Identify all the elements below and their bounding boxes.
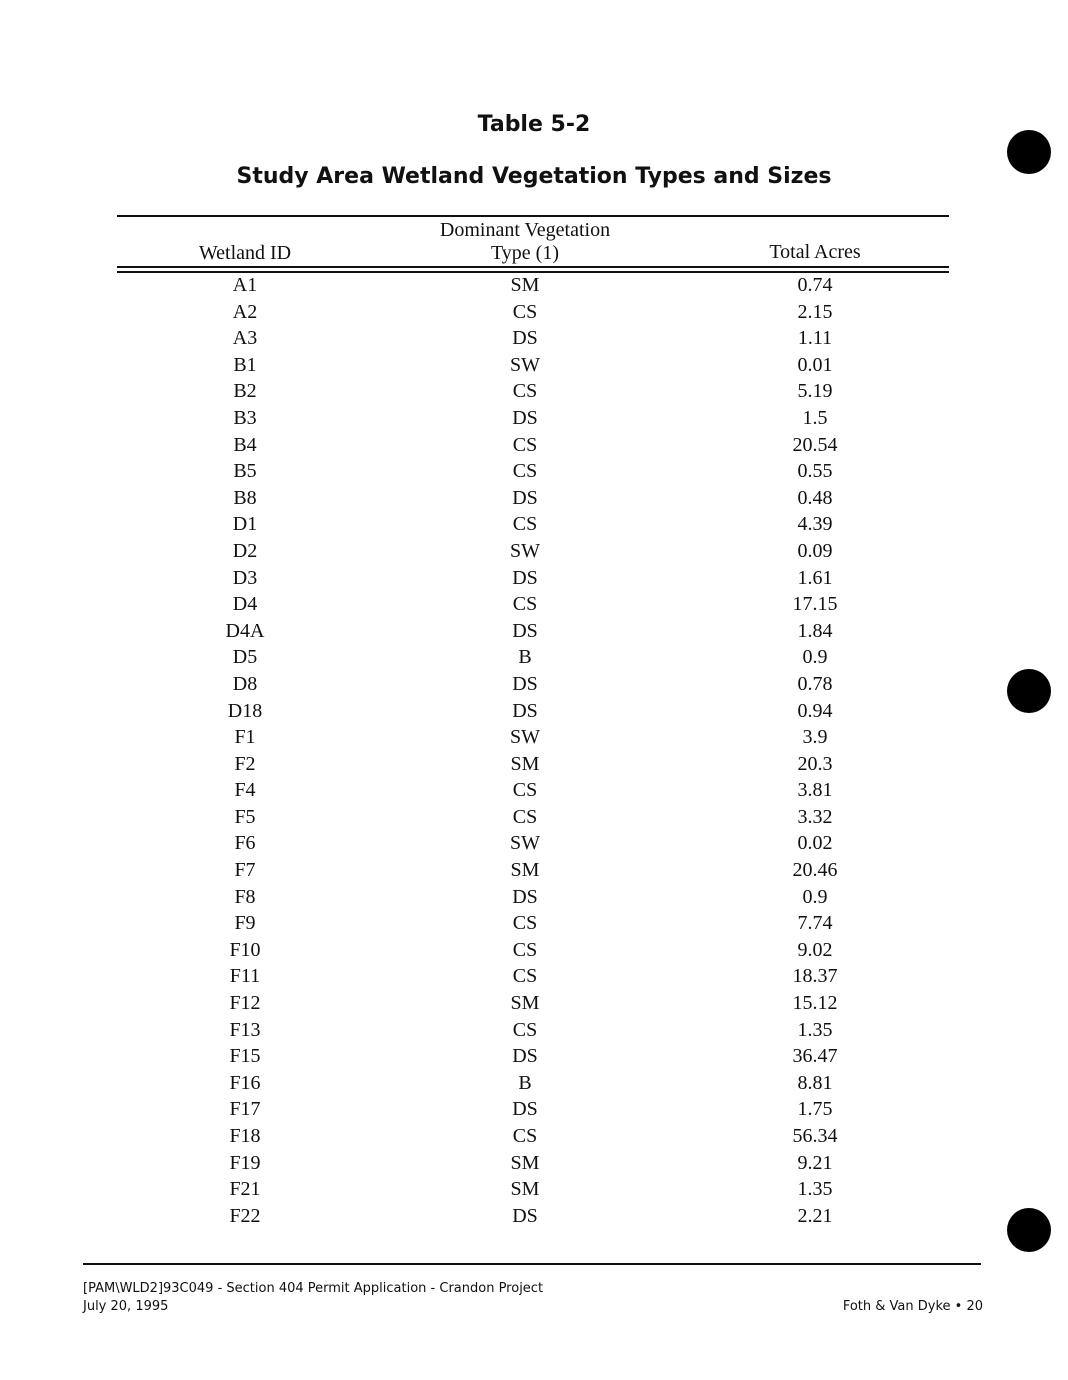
vegetation-type-cell: SM	[510, 274, 540, 296]
total-acres-cell: 0.48	[797, 486, 833, 509]
vegetation-type-cell: DS	[512, 1045, 538, 1068]
vegetation-type-cell: DS	[512, 406, 538, 429]
vegetation-type-cell: CS	[512, 380, 538, 403]
table-row	[117, 990, 949, 1017]
wetland-id-cell: F19	[229, 1151, 261, 1174]
total-acres-cell: 0.9	[802, 885, 828, 908]
table-row	[117, 1203, 949, 1230]
wetland-id-cell: F4	[234, 779, 256, 802]
total-acres-cell: 9.02	[797, 938, 833, 961]
table-row	[117, 591, 949, 618]
total-acres-cell: 8.81	[797, 1071, 833, 1094]
total-acres-cell: 4.39	[797, 513, 833, 536]
table-row	[117, 698, 949, 725]
table-row	[117, 1070, 949, 1097]
vegetation-type-cell: CS	[512, 805, 538, 828]
table-row	[117, 618, 949, 645]
wetland-id-cell: F17	[229, 1098, 261, 1121]
wetland-id-cell: A2	[232, 300, 258, 323]
header-vegetation-line2: Type (1)	[490, 242, 560, 264]
total-acres-cell: 36.47	[792, 1045, 838, 1068]
total-acres-cell: 1.35	[797, 1178, 833, 1201]
total-acres-cell: 3.81	[797, 779, 833, 802]
vegetation-type-cell: DS	[512, 885, 538, 908]
table-top-rule	[117, 215, 949, 217]
total-acres-cell: 3.32	[797, 805, 833, 828]
total-acres-cell: 0.09	[797, 539, 833, 562]
wetland-id-cell: B3	[233, 406, 257, 429]
table-row	[117, 1150, 949, 1177]
wetland-id-cell: F9	[234, 912, 256, 935]
vegetation-type-cell: CS	[512, 1125, 538, 1147]
table-row	[117, 485, 949, 512]
wetland-id-cell: D4	[232, 593, 258, 616]
header-wetland-id: Wetland ID	[198, 242, 292, 264]
table-body	[117, 272, 949, 1229]
wetland-id-cell: F11	[229, 965, 261, 988]
wetland-id-cell: F8	[234, 885, 256, 908]
wetland-id-cell: B8	[233, 486, 257, 509]
table-row	[117, 910, 949, 937]
table-row	[117, 299, 949, 326]
vegetation-type-cell: SM	[510, 1151, 540, 1174]
vegetation-type-cell: CS	[512, 513, 538, 536]
table-number: Table 5-2	[477, 112, 591, 137]
vegetation-type-cell: CS	[512, 460, 538, 483]
wetland-id-cell: F21	[229, 1178, 261, 1201]
wetland-id-cell: F7	[234, 859, 256, 882]
vegetation-type-cell: SM	[510, 1178, 540, 1201]
table-row	[117, 1096, 949, 1123]
wetland-id-cell: D3	[232, 566, 258, 589]
wetland-id-cell: F13	[229, 1018, 261, 1041]
footer-rule	[83, 1263, 981, 1265]
table-row	[117, 830, 949, 857]
total-acres-cell: 2.15	[797, 300, 833, 323]
table-row	[117, 511, 949, 538]
header-total-acres: Total Acres	[769, 241, 861, 263]
wetland-id-cell: B5	[233, 460, 257, 483]
vegetation-type-cell: SM	[510, 752, 540, 775]
total-acres-cell: 1.35	[797, 1018, 833, 1041]
header-double-rule-upper	[117, 266, 949, 268]
footer-date: July 20, 1995	[83, 1299, 169, 1314]
table-row	[117, 777, 949, 804]
table-row	[117, 1176, 949, 1203]
table-row	[117, 724, 949, 751]
vegetation-type-cell: DS	[512, 699, 538, 722]
total-acres-cell: 2.21	[797, 1204, 833, 1227]
vegetation-type-cell: SW	[510, 726, 540, 749]
vegetation-type-cell: CS	[512, 938, 538, 961]
wetland-id-cell: B2	[233, 380, 257, 403]
table-row	[117, 1017, 949, 1044]
table-row	[117, 565, 949, 592]
table-row	[117, 432, 949, 459]
vegetation-type-cell: DS	[512, 1098, 538, 1121]
vegetation-type-cell: DS	[512, 672, 538, 695]
table-row	[117, 538, 949, 565]
total-acres-cell: 5.19	[797, 380, 833, 403]
total-acres-cell: 15.12	[792, 992, 838, 1015]
vegetation-type-cell: SM	[510, 992, 540, 1015]
total-acres-cell: 7.74	[797, 912, 833, 935]
total-acres-cell: 0.02	[797, 832, 833, 855]
table-row	[117, 857, 949, 884]
table-row	[117, 405, 949, 432]
total-acres-cell: 20.46	[792, 859, 838, 882]
wetland-id-cell: F5	[234, 805, 256, 828]
vegetation-type-cell: SW	[510, 832, 540, 855]
wetland-id-cell: D18	[227, 699, 263, 722]
table-row	[117, 272, 949, 299]
wetland-id-cell: F15	[229, 1045, 261, 1068]
wetland-id-cell: B4	[233, 433, 257, 456]
total-acres-cell: 17.15	[792, 593, 838, 616]
wetland-id-cell: F6	[234, 832, 256, 855]
total-acres-cell: 1.61	[797, 566, 833, 589]
wetland-id-cell: D5	[232, 646, 258, 669]
vegetation-type-cell: DS	[512, 327, 538, 350]
vegetation-type-cell: CS	[512, 1018, 538, 1041]
vegetation-type-cell: SM	[510, 859, 540, 882]
wetland-id-cell: F12	[229, 992, 261, 1015]
total-acres-cell: 1.11	[797, 327, 833, 350]
vegetation-type-cell: CS	[512, 912, 538, 935]
vegetation-type-cell: CS	[512, 965, 538, 988]
total-acres-cell: 0.78	[797, 672, 833, 695]
header-vegetation-line1: Dominant Vegetation	[439, 219, 611, 241]
total-acres-cell: 20.54	[792, 433, 838, 456]
wetland-id-cell: D2	[232, 539, 258, 562]
wetland-id-cell: F16	[229, 1071, 261, 1094]
total-acres-cell: 3.9	[802, 726, 828, 749]
vegetation-type-cell: B	[518, 646, 532, 669]
punch-hole-middle	[1007, 669, 1051, 713]
punch-hole-bottom	[1007, 1208, 1051, 1252]
table-row	[117, 671, 949, 698]
wetland-id-cell: F18	[229, 1125, 261, 1147]
vegetation-type-cell: DS	[512, 619, 538, 642]
table-title: Study Area Wetland Vegetation Types and Sizes	[236, 164, 832, 189]
wetland-id-cell: A3	[232, 327, 258, 350]
table-row	[117, 644, 949, 671]
vegetation-type-cell: CS	[512, 593, 538, 616]
table-row	[117, 1123, 949, 1150]
table-row	[117, 884, 949, 911]
vegetation-type-cell: CS	[512, 433, 538, 456]
punch-hole-top	[1007, 130, 1051, 174]
table-row	[117, 325, 949, 352]
vegetation-type-cell: CS	[512, 300, 538, 323]
table-row	[117, 751, 949, 778]
wetland-id-cell: B1	[233, 353, 257, 376]
total-acres-cell: 18.37	[792, 965, 838, 988]
total-acres-cell: 1.75	[797, 1098, 833, 1121]
total-acres-cell: 20.3	[797, 752, 833, 775]
vegetation-type-cell: DS	[512, 486, 538, 509]
wetland-id-cell: F2	[234, 752, 256, 775]
footer-page-info: Foth & Van Dyke • 20	[842, 1299, 983, 1314]
total-acres-cell: 56.34	[792, 1125, 838, 1147]
vegetation-type-cell: DS	[512, 1204, 538, 1227]
vegetation-type-cell: SW	[510, 539, 540, 562]
footer-file-reference: [PAM\WLD2]93C049 - Section 404 Permit Application - Crandon Project	[83, 1281, 544, 1296]
table-row	[117, 937, 949, 964]
vegetation-type-cell: B	[518, 1071, 532, 1094]
total-acres-cell: 0.01	[797, 353, 833, 376]
vegetation-type-cell: DS	[512, 566, 538, 589]
wetland-id-cell: D1	[232, 513, 258, 536]
wetland-id-cell: D4A	[225, 619, 265, 642]
total-acres-cell: 0.94	[797, 699, 833, 722]
table-row	[117, 378, 949, 405]
wetland-id-cell: A1	[232, 274, 258, 296]
wetland-id-cell: D8	[232, 672, 258, 695]
table-row	[117, 1043, 949, 1070]
table-row	[117, 963, 949, 990]
wetland-id-cell: F1	[234, 726, 256, 749]
total-acres-cell: 0.9	[802, 646, 828, 669]
wetland-id-cell: F22	[229, 1204, 261, 1227]
total-acres-cell: 1.84	[797, 619, 833, 642]
wetland-id-cell: F10	[229, 938, 261, 961]
table-row	[117, 804, 949, 831]
vegetation-type-cell: SW	[510, 353, 540, 376]
table-row	[117, 458, 949, 485]
total-acres-cell: 1.5	[802, 406, 828, 429]
total-acres-cell: 9.21	[797, 1151, 833, 1174]
total-acres-cell: 0.74	[797, 274, 833, 296]
table-row	[117, 352, 949, 379]
total-acres-cell: 0.55	[797, 460, 833, 483]
vegetation-type-cell: CS	[512, 779, 538, 802]
